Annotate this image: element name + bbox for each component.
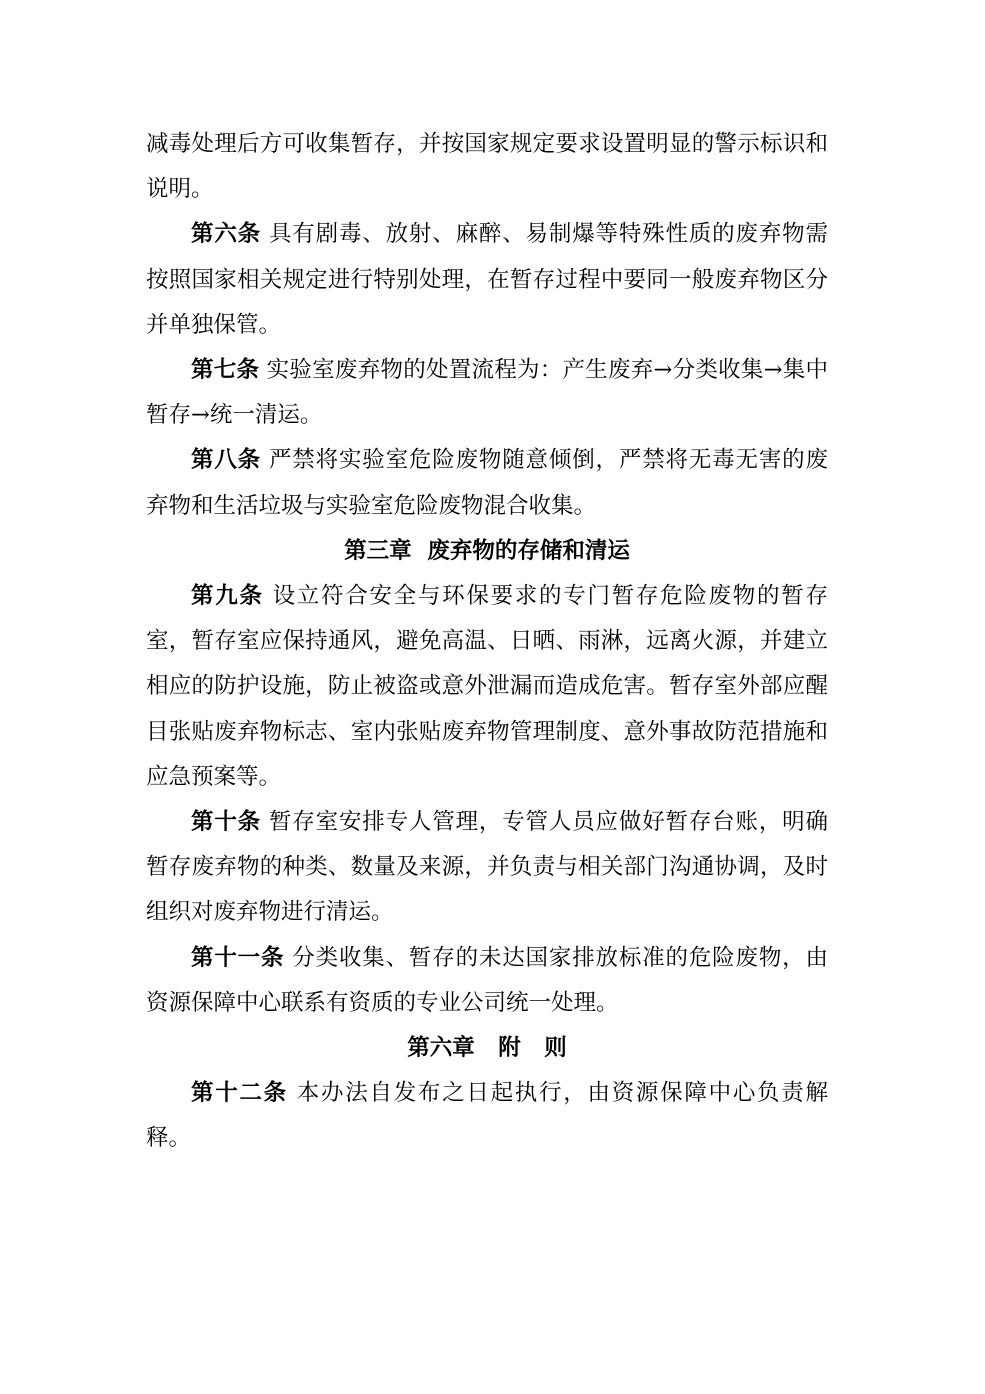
- document-body: [146, 122, 828, 1162]
- article-text: 本办法自发布之日起执行，由资源保障中心负责解释。: [146, 1080, 828, 1152]
- paragraph-continuation: [146, 122, 828, 212]
- article-separator: [261, 809, 269, 835]
- article-text: 严禁将实验室危险废物随意倾倒，严禁将无毒无害的废弃物和生活垃圾与实验室危险废物混合收集。: [146, 447, 828, 519]
- article-text: 设立符合安全与环保要求的专门暂存危险废物的暂存室，暂存室应保持通风，避免高温、日晒、雨淋，远离火源，并建立相应的防护设施，防止被盗或意外泄漏而造成危害。暂存室外部应醒目张贴废弃物标志、室内张贴废弃物管理制度、意外事故防范措施和应急预案等。: [146, 583, 828, 790]
- article-7: [146, 348, 828, 438]
- article-text: 分类收集、暂存的未达国家排放标准的危险废物，由资源保障中心联系有资质的专业公司统一处理。: [146, 944, 828, 1016]
- article-number: 第八条: [191, 447, 261, 474]
- article-9: [146, 574, 828, 800]
- chapter-heading-6: 第六章 附 则: [407, 1035, 567, 1062]
- article-text: 暂存室安排专人管理，专管人员应做好暂存台账，明确暂存废弃物的种类、数量及来源，并负责与相关部门沟通协调，及时组织对废弃物进行清运。: [146, 809, 828, 926]
- article-number: 第十二条: [191, 1080, 288, 1107]
- article-10: [146, 800, 828, 936]
- article-12: [146, 1071, 828, 1161]
- article-separator: [259, 357, 266, 383]
- paragraph-text: 减毒处理后方可收集暂存，并按国家规定要求设置明显的警示标识和说明。: [146, 131, 828, 203]
- article-separator: [261, 221, 269, 247]
- article-text: 实验室废弃物的处置流程为：产生废弃→分类收集→集中暂存→统一清运。: [146, 357, 828, 429]
- article-number: 第十一条: [191, 944, 285, 971]
- article-separator: [288, 1080, 297, 1106]
- article-11: [146, 936, 828, 1026]
- article-text: 具有剧毒、放射、麻醉、易制爆等特殊性质的废弃物需按照国家相关规定进行特别处理，在暂存过程中要同一般废弃物区分并单独保管。: [146, 221, 828, 338]
- article-number: 第十条: [191, 809, 261, 836]
- article-number: 第六条: [191, 221, 261, 248]
- article-8: [146, 438, 828, 528]
- article-separator: [264, 583, 273, 609]
- article-6: [146, 212, 828, 348]
- article-number: 第九条: [191, 583, 264, 610]
- article-separator: [261, 447, 269, 473]
- chapter-heading-3: 第三章 废弃物的存储和清运: [344, 537, 630, 564]
- article-number: 第七条: [191, 357, 260, 384]
